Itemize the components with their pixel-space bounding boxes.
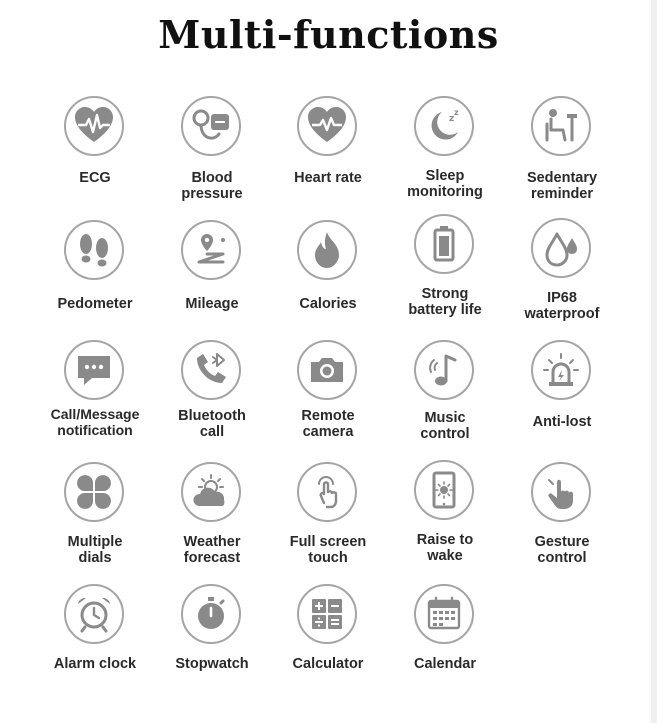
feature-label: Calories xyxy=(299,296,357,312)
battery-icon xyxy=(414,214,474,274)
feature-label: Remote camera xyxy=(301,408,355,440)
feature-label: Music control xyxy=(420,410,470,442)
water-drops-icon xyxy=(531,218,591,278)
svg-text:z: z xyxy=(449,114,455,124)
calculator-icon xyxy=(297,584,357,644)
feature-label: Anti-lost xyxy=(532,414,592,430)
calendar-icon xyxy=(414,584,474,644)
phone-bluetooth-icon xyxy=(181,340,241,400)
touch-finger-icon xyxy=(297,462,357,522)
feature-label: Pedometer xyxy=(57,296,133,312)
feature-label: IP68 waterproof xyxy=(524,290,600,322)
flame-icon xyxy=(297,220,357,280)
heart-rate-icon xyxy=(297,96,357,156)
sedentary-chair-icon xyxy=(531,96,591,156)
feature-label: Calendar xyxy=(413,656,477,672)
alarm-siren-icon xyxy=(531,340,591,400)
alarm-clock-icon xyxy=(64,584,124,644)
weather-sun-cloud-icon xyxy=(181,462,241,522)
feature-label: Mileage xyxy=(185,296,239,312)
feature-label: Call/Message notification xyxy=(50,406,140,438)
blood-pressure-icon xyxy=(181,96,241,156)
feature-label: Sedentary reminder xyxy=(526,170,598,202)
feature-label: Alarm clock xyxy=(53,656,137,672)
feature-label: Full screen touch xyxy=(289,534,367,566)
ecg-heart-icon xyxy=(64,96,124,156)
feature-label: ECG xyxy=(79,170,111,186)
feature-label: Sleep monitoring xyxy=(407,168,483,200)
music-note-icon xyxy=(414,340,474,400)
feature-label: Blood pressure xyxy=(181,170,243,202)
feature-label: Weather forecast xyxy=(183,534,241,566)
svg-text:z: z xyxy=(454,108,459,117)
chat-bubble-icon xyxy=(64,340,124,400)
feature-label: Gesture control xyxy=(534,534,590,566)
page-title: Multi-functions xyxy=(158,12,499,57)
feature-label: Bluetooth call xyxy=(178,408,246,440)
feature-label: Multiple dials xyxy=(67,534,123,566)
feature-label: Heart rate xyxy=(294,170,362,186)
phone-wake-icon xyxy=(414,460,474,520)
feature-label: Calculator xyxy=(292,656,364,672)
route-pin-icon xyxy=(181,220,241,280)
feature-label: Strong battery life xyxy=(408,286,482,318)
gesture-hand-icon xyxy=(531,462,591,522)
four-leaf-dials-icon xyxy=(64,462,124,522)
feature-label: Stopwatch xyxy=(175,656,249,672)
feature-label: Raise to wake xyxy=(416,532,474,564)
camera-icon xyxy=(297,340,357,400)
sleep-moon-icon xyxy=(414,96,474,156)
footprints-icon xyxy=(64,220,124,280)
stopwatch-icon xyxy=(181,584,241,644)
